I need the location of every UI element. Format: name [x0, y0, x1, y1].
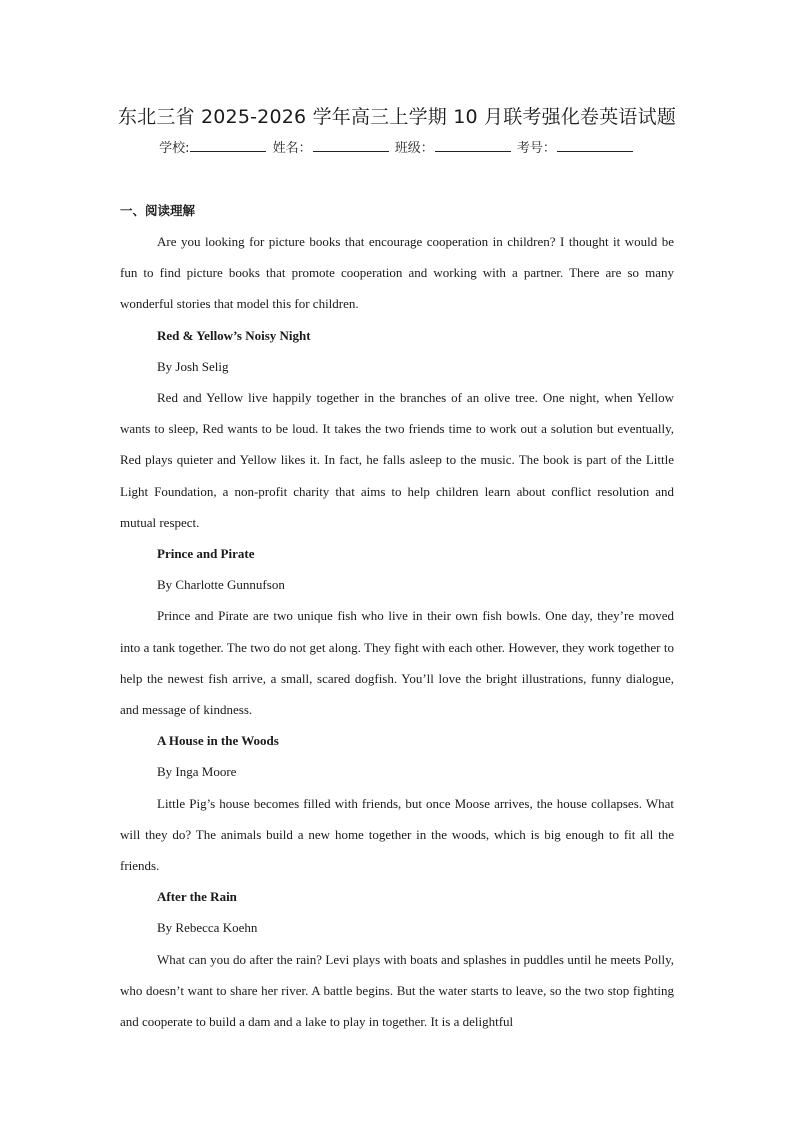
- book-author: By Inga Moore: [157, 764, 237, 780]
- section-heading: 一、阅读理解: [120, 203, 196, 218]
- class-label: 班级：: [394, 141, 434, 156]
- school-blank[interactable]: [190, 138, 266, 152]
- book-description: Prince and Pirate are two unique fish who live in their own fish bowls. One day, they’re moved into a tank together. The two do not get along. They fight with each other. However, they work together to help the newest fish arrive, a small, scared dogfish. You’ll love the bright illustrations, funny dialogue, and message of kindness.: [120, 608, 674, 718]
- student-info-line: [0, 138, 794, 158]
- exam-title: 东北三省 2025-2026 学年高三上学期 10 月联考强化卷英语试题: [117, 106, 677, 128]
- exam-no-label: 考号：: [516, 141, 556, 156]
- book-title: Prince and Pirate: [157, 546, 255, 562]
- book-title: After the Rain: [157, 889, 237, 905]
- name-blank[interactable]: [313, 138, 389, 152]
- passage-intro: Are you looking for picture books that encourage cooperation in children? I thought it would be fun to find picture books that promote cooperation and working with a partner. There are so many wonderful stories that model this for children.: [120, 234, 674, 312]
- name-label: 姓名：: [272, 141, 312, 156]
- book-author: By Josh Selig: [157, 358, 229, 374]
- exam-no-blank[interactable]: [557, 138, 633, 152]
- book-description: Red and Yellow live happily together in the branches of an olive tree. One night, when Yellow wants to sleep, Red wants to be loud. It takes the two friends time to work out a solution but eventually, Red plays quieter and Yellow likes it. In fact, he falls asleep to the music. The book is part of the Little Light Foundation, a non-profit charity that aims to help children learn about conflict resolution and mutual respect.: [120, 390, 674, 530]
- book-author: By Rebecca Koehn: [157, 920, 258, 936]
- reading-passage: [120, 226, 674, 1037]
- book-description: What can you do after the rain? Levi plays with boats and splashes in puddles until he meets Polly, who doesn’t want to share her river. A battle begins. But the water starts to leave, so the two stop fighting and cooperate to build a dam and a lake to play in together. It is a delightful: [120, 951, 674, 1030]
- book-title: Red & Yellow’s Noisy Night: [157, 327, 311, 343]
- book-author: By Charlotte Gunnufson: [157, 577, 285, 593]
- book-title: A House in the Woods: [157, 733, 279, 749]
- school-label: 学校:: [159, 141, 190, 156]
- book-description: Little Pig’s house becomes filled with friends, but once Moose arrives, the house collapses. What will they do? The animals build a new home together in the woods, which is big enough to fit all the friends.: [120, 795, 674, 874]
- class-blank[interactable]: [435, 138, 511, 152]
